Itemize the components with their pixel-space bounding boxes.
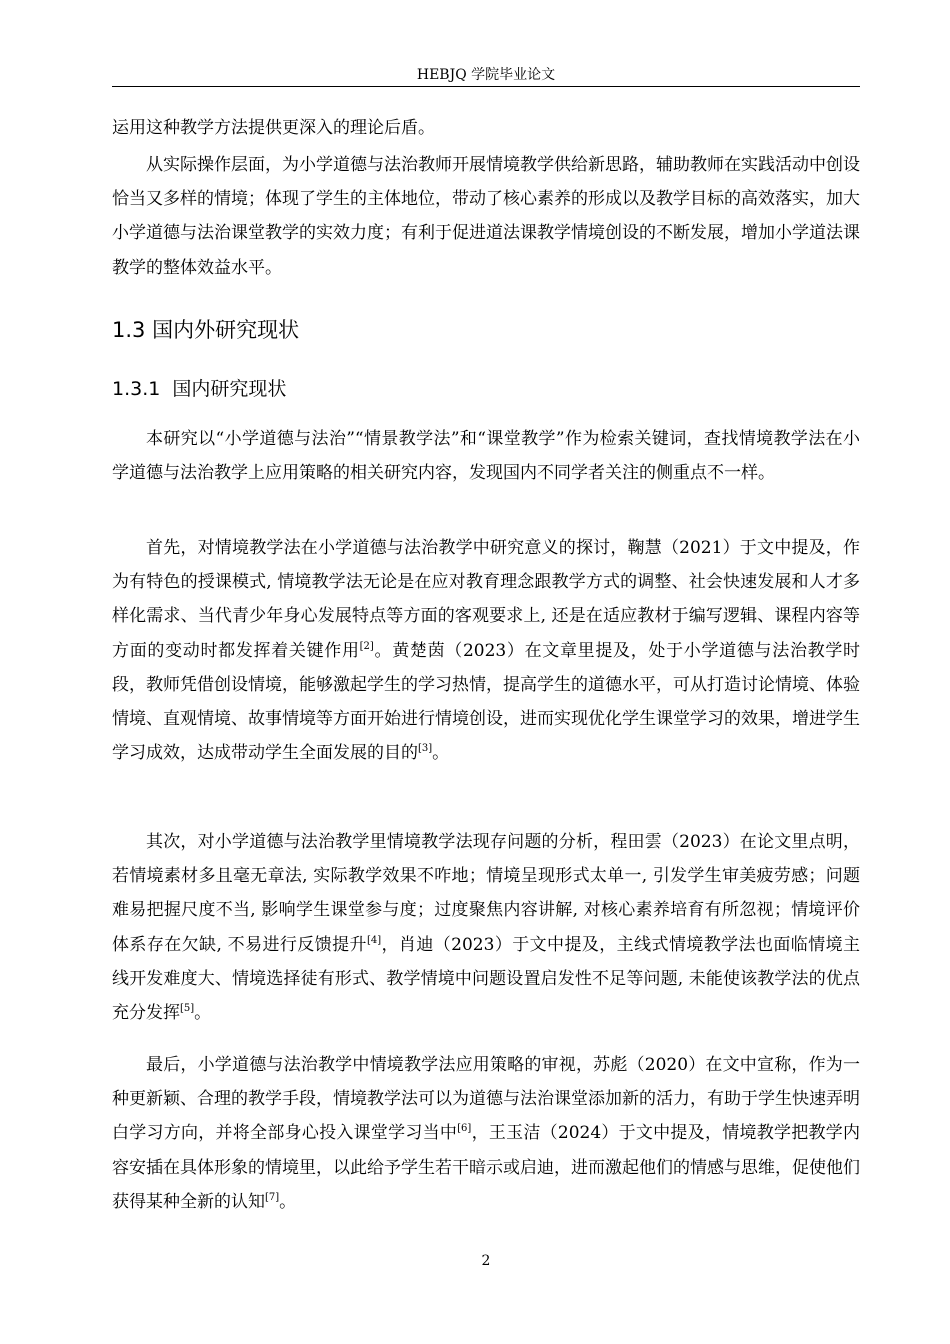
paragraph-text: 。 bbox=[194, 1003, 212, 1024]
paragraph-text: ，王玉洁（2024）于文中提及，情境教学把教学内容安插在具体形象的情境里，以此给予学生若干暗示或启迪，进而激起他们的情感与思维，促使他们获得某种全新的认知 bbox=[112, 1123, 861, 1212]
paragraph-application-strategies bbox=[112, 1048, 860, 1219]
subsection-number: 1.3.1 bbox=[112, 378, 161, 400]
running-header: HEBJQ 学院毕业论文 bbox=[416, 67, 556, 83]
citation-2: [2] bbox=[359, 640, 374, 652]
citation-4: [4] bbox=[366, 934, 382, 946]
section-heading-1-3: 1.3 国内外研究现状 bbox=[112, 318, 300, 342]
paragraph-text: 。黄楚茵（2023）在文章里提及，处于小学道德与法治教学时段，教师凭借创设情境，能够激起学生的学习热情，提高学生的道德水平，可从打造讨论情境、体验情境、直观情境、故事情境等方面开始进行情境创设，进而实现优化学生课堂学习的效果，增进学生学习成效，达成带动学生全面发展的目的 bbox=[112, 640, 861, 764]
citation-3: [3] bbox=[418, 743, 433, 755]
subsection-title: 国内研究现状 bbox=[172, 378, 287, 400]
paragraph-text: ，肖迪（2023）于文中提及，主线式情境教学法也面临情境主线开发难度大、情境选择徒有形式、教学情境中问题设置启发性不足等问题, 未能使该教学法的优点充分发挥 bbox=[112, 934, 860, 1024]
paragraph-text: 首先，对情境教学法在小学道德与法治教学中研究意义的探讨，鞠慧（2021）于文中提及，作为有特色的授课模式, 情境教学法无论是在应对教育理念跟教学方式的调整、社会快速发展和人才多样化需求、当代青少年身心发展特点等方面的客观要求上, 还是在适应教材于编写逻辑、课程内容等方面的变动时都发挥着关键作用 bbox=[112, 538, 860, 661]
subsection-heading-1-3-1 bbox=[112, 375, 286, 403]
paragraph-existing-problems bbox=[112, 825, 860, 1030]
paragraph-search-keywords: 本研究以“小学道德与法治”“情景教学法”和“课堂教学”作为检索关键词，查找情境教学法在小学道德与法治教学上应用策略的相关研究内容，发现国内不同学者关注的侧重点不一样。 bbox=[112, 429, 860, 484]
paragraph-text: 其次，对小学道德与法治教学里情境教学法现存问题的分析，程田雲（2023）在论文里点明，若情境素材多且毫无章法, 实际教学效果不咋地；情境呈现形式太单一, 引发学生审美疲劳感；问题难易把握尺度不当, 影响学生课堂参与度；过度聚焦内容讲解, 对核心素养培育有所忽视；情境评价体系存在欠缺, 不易进行反馈提升 bbox=[112, 832, 860, 955]
paragraph-text: 最后，小学道德与法治教学中情境教学法应用策略的审视，苏彪（2020）在文中宣称，作为一种更新颖、合理的教学手段，情境教学法可以为道德与法治课堂添加新的活力，有助于学生快速弄明白学习方向，并将全部身心投入课堂学习当中 bbox=[112, 1055, 860, 1144]
paragraph-text: 。 bbox=[432, 743, 450, 764]
paragraph-practical-significance: 从实际操作层面，为小学道德与法治教师开展情境教学供给新思路，辅助教师在实践活动中创设恰当又多样的情境；体现了学生的主体地位，带动了核心素养的形成以及教学目标的高效落实，加大小学道德与法治课堂教学的实效力度；有利于促进道法课教学情境创设的不断发展，增加小学道法课教学的整体效益水平。 bbox=[112, 155, 860, 278]
page-number: 2 bbox=[481, 1253, 491, 1269]
paragraph-continuation: 运用这种教学方法提供更深入的理论后盾。 bbox=[112, 118, 435, 138]
citation-5: [5] bbox=[180, 1003, 195, 1015]
citation-6: [6] bbox=[457, 1123, 472, 1135]
citation-7: [7] bbox=[265, 1191, 280, 1203]
paragraph-text: 。 bbox=[279, 1191, 297, 1212]
header-rule bbox=[112, 86, 860, 87]
paragraph-research-significance bbox=[112, 531, 860, 770]
